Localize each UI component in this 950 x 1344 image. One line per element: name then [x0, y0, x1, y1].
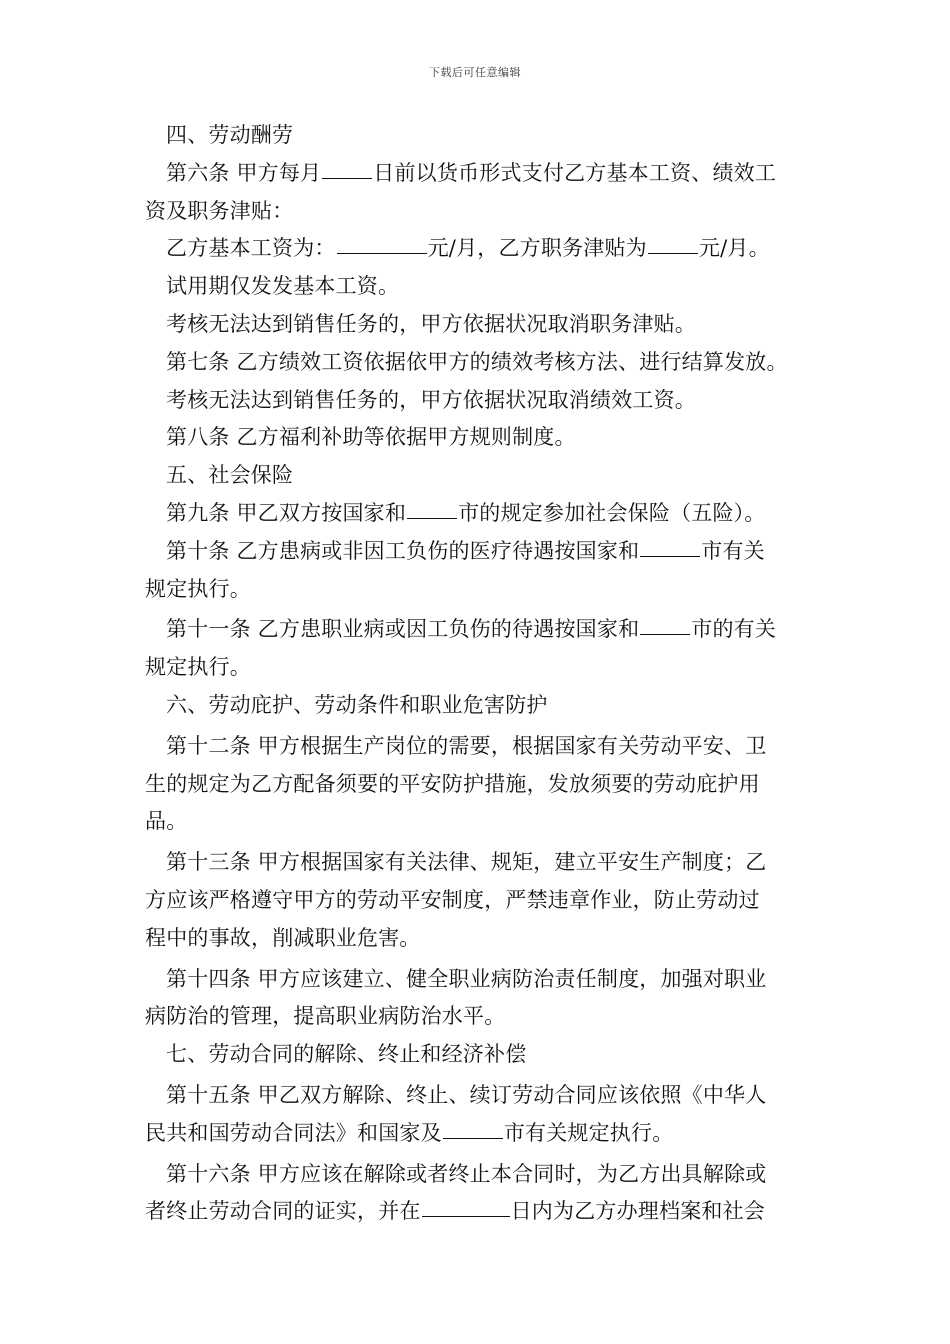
- article-16-text-b: 者终止劳动合同的证实，并在: [145, 1199, 421, 1224]
- article-11-line-2: [145, 649, 810, 687]
- article-12-line-1: [145, 728, 810, 766]
- section-heading-4-text: 四、劳动酬劳: [166, 123, 294, 147]
- article-6-text-c: 资及职务津贴：: [145, 198, 294, 223]
- article-15-line-1: [145, 1077, 810, 1115]
- allowance-cancel-text: 考核无法达到销售任务的，甲方依据状况取消职务津贴。: [166, 311, 696, 336]
- article-10-text-c: 规定执行。: [145, 576, 251, 601]
- article-16-line-2: [145, 1193, 810, 1231]
- blank-city-medical: [640, 538, 700, 557]
- article-6-line-1: [145, 155, 810, 193]
- article-11-text-b: 市的有关: [691, 617, 777, 642]
- article-14-text-b: 病防治的管理，提高职业病防治水平。: [145, 1004, 506, 1029]
- article-7-line-2: [145, 382, 810, 420]
- article-11-text-a: 第十一条 乙方患职业病或因工负伤的待遇按国家和: [166, 617, 640, 642]
- article-16-line-1: [145, 1156, 810, 1194]
- article-11-text-c: 规定执行。: [145, 655, 251, 680]
- article-15-line-2: [145, 1115, 810, 1153]
- article-12-text-b: 生的规定为乙方配备须要的平安防护措施，发放须要的劳动庇护用: [145, 771, 760, 796]
- section-heading-6: [145, 687, 810, 725]
- document-body: [145, 117, 810, 1231]
- article-7-text-a: 第七条 乙方绩效工资依据依甲方的绩效考核方法、进行结算发放。: [166, 349, 788, 374]
- article-12-text-c: 品。: [145, 809, 188, 834]
- allowance-label: 元/月，乙方职务津贴为: [427, 236, 647, 261]
- article-10-line-2: [145, 571, 810, 609]
- article-8: [145, 419, 810, 457]
- article-13-text-a: 第十三条 甲方根据国家有关法律、规矩，建立平安生产制度；乙: [166, 850, 767, 875]
- article-14-line-2: [145, 998, 810, 1036]
- section-heading-4: [145, 117, 810, 155]
- blank-city-contract: [443, 1120, 503, 1139]
- blank-base-salary: [337, 235, 427, 254]
- article-15-text-b: 民共和国劳动合同法》和国家及: [145, 1120, 442, 1145]
- article-16-text-a: 第十六条 甲方应该在解除或者终止本合同时，为乙方出具解除或: [166, 1161, 767, 1186]
- article-6-line-5: [145, 306, 810, 344]
- article-9-text-a: 第九条 甲乙双方按国家和: [166, 500, 407, 525]
- blank-city-insurance: [407, 500, 457, 519]
- base-salary-label: 乙方基本工资为：: [166, 236, 336, 261]
- article-13-text-b: 方应该严格遵守甲方的劳动平安制度，严禁违章作业，防止劳动过: [145, 887, 760, 912]
- section-heading-5: [145, 457, 810, 495]
- article-9-text-b: 市的规定参加社会保险（五险）。: [458, 500, 766, 525]
- article-10-line-1: [145, 533, 810, 571]
- article-12-line-3: [145, 803, 810, 841]
- blank-allowance: [648, 235, 698, 254]
- article-6-text-a: 第六条 甲方每月: [166, 160, 322, 185]
- article-6-text-b: 日前以货币形式支付乙方基本工资、绩效工: [373, 160, 777, 185]
- section-heading-7-text: 七、劳动合同的解除、终止和经济补偿: [166, 1042, 527, 1067]
- article-13-line-2: [145, 882, 810, 920]
- allowance-unit: 元/月。: [698, 236, 770, 261]
- article-12-text-a: 第十二条 甲方根据生产岗位的需要，根据国家有关劳动平安、卫: [166, 733, 767, 758]
- article-14-text-a: 第十四条 甲方应该建立、健全职业病防治责任制度，加强对职业: [166, 966, 767, 991]
- article-6-line-2: [145, 193, 810, 231]
- article-14-line-1: [145, 961, 810, 999]
- article-7-text-b: 考核无法达到销售任务的，甲方依据状况取消绩效工资。: [166, 387, 696, 412]
- article-13-text-c: 程中的事故，削减职业危害。: [145, 925, 421, 950]
- page-header: 下载后可任意编辑: [429, 66, 521, 79]
- article-10-text-b: 市有关: [701, 538, 765, 563]
- article-7-line-1: [145, 344, 810, 382]
- probation-text: 试用期仅发发基本工资。: [166, 274, 400, 299]
- article-15-text-a: 第十五条 甲乙双方解除、终止、续订劳动合同应该依照《中华人: [166, 1082, 767, 1107]
- article-15-text-c: 市有关规定执行。: [503, 1120, 674, 1145]
- section-heading-7: [145, 1036, 810, 1074]
- section-heading-5-text: 五、社会保险: [166, 463, 294, 488]
- article-6-line-4: [145, 268, 810, 306]
- article-16-text-c: 日内为乙方办理档案和社会: [510, 1199, 766, 1224]
- article-6-salary-line: [145, 230, 810, 268]
- blank-pay-day: [322, 160, 372, 179]
- article-12-line-2: [145, 766, 810, 804]
- article-9: [145, 495, 810, 533]
- article-11-line-1: [145, 611, 810, 649]
- article-8-text: 第八条 乙方福利补助等依据甲方规则制度。: [166, 425, 576, 450]
- section-heading-6-text: 六、劳动庇护、劳动条件和职业危害防护: [166, 692, 548, 717]
- article-13-line-1: [145, 844, 810, 882]
- blank-city-injury: [640, 616, 690, 635]
- article-13-line-3: [145, 920, 810, 958]
- blank-days: [422, 1198, 510, 1217]
- article-10-text-a: 第十条 乙方患病或非因工负伤的医疗待遇按国家和: [166, 538, 640, 563]
